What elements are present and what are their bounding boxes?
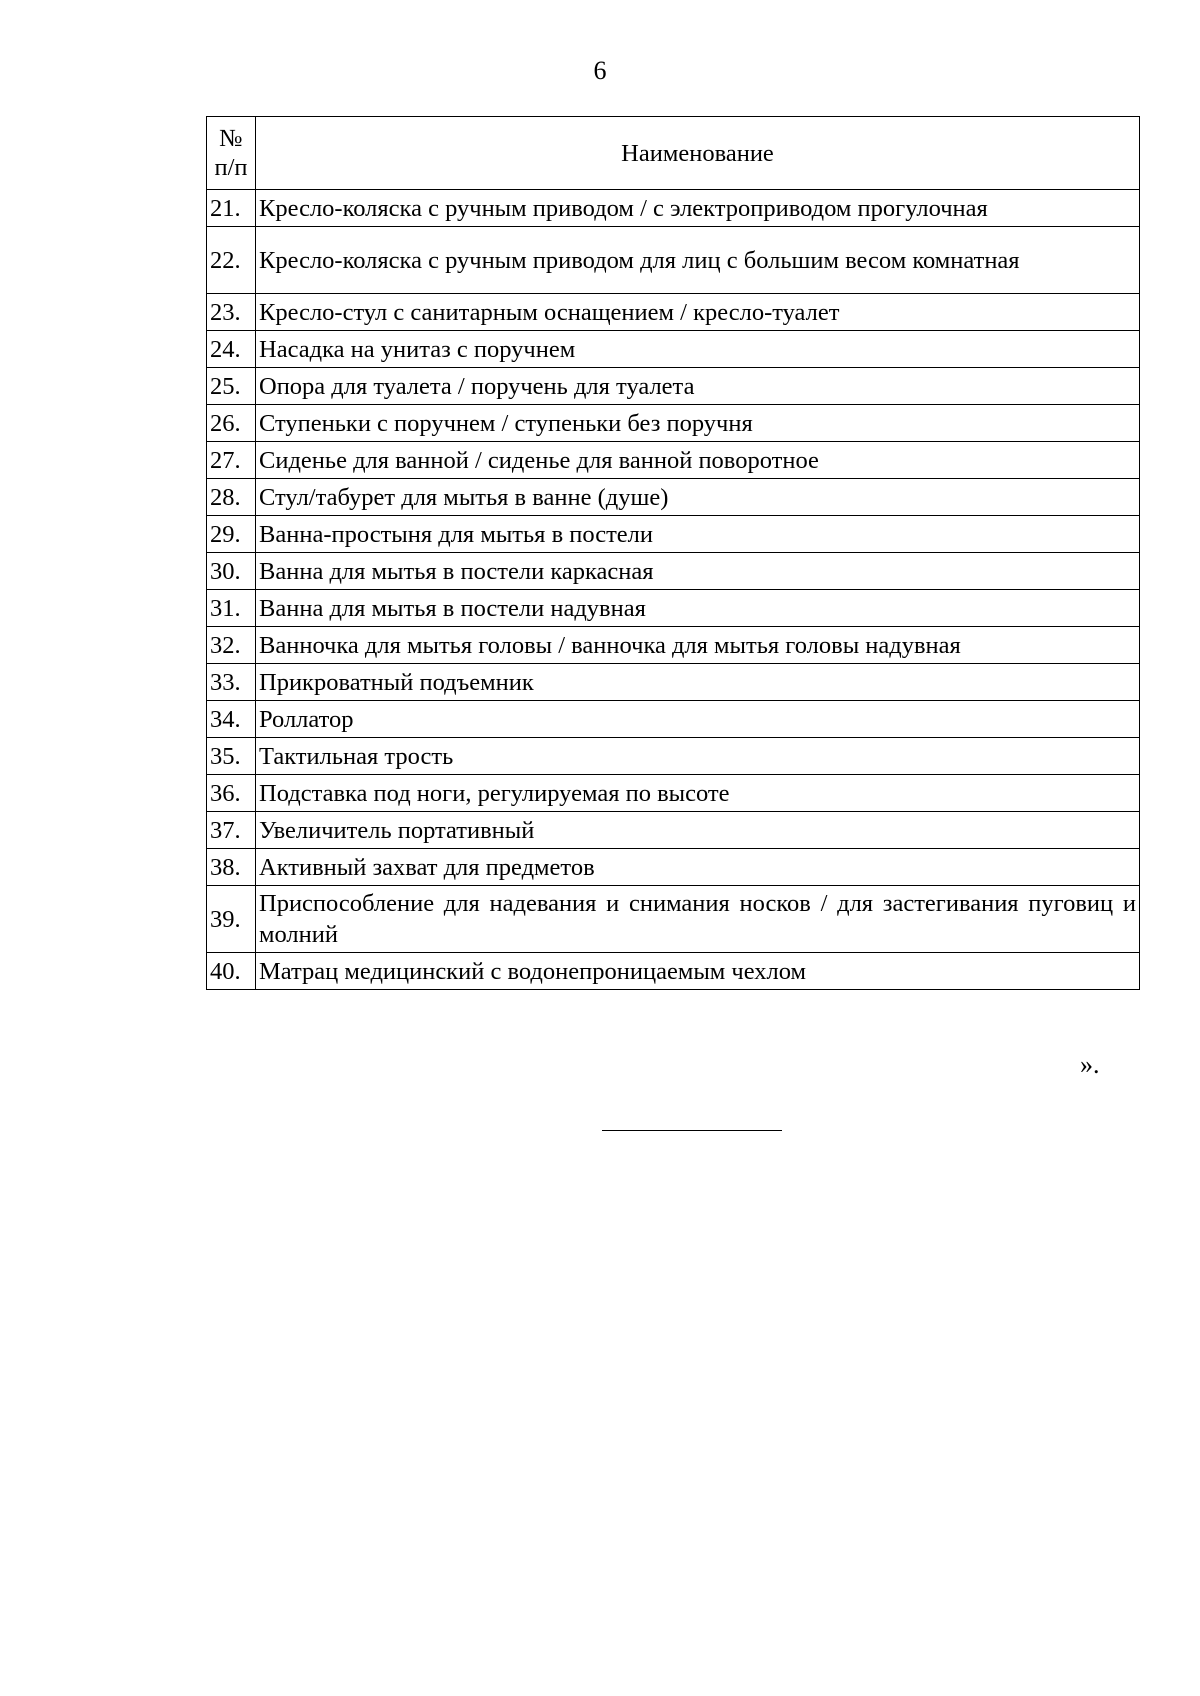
row-number: 30. [207, 553, 256, 590]
row-number: 40. [207, 953, 256, 990]
table-row [207, 516, 1140, 553]
row-number: 31. [207, 590, 256, 627]
table-row [207, 368, 1140, 405]
row-name: Увеличитель портативный [256, 812, 1140, 849]
row-name: Активный захват для предметов [256, 849, 1140, 886]
row-name: Кресло-стул с санитарным оснащением / кресло-туалет [256, 294, 1140, 331]
row-number: 38. [207, 849, 256, 886]
table-row [207, 294, 1140, 331]
header-number-column [207, 117, 256, 190]
row-number: 28. [207, 479, 256, 516]
table-row [207, 664, 1140, 701]
row-number: 29. [207, 516, 256, 553]
row-number: 33. [207, 664, 256, 701]
row-number: 25. [207, 368, 256, 405]
header-number-sign: № [219, 125, 243, 152]
end-of-document-rule [602, 1130, 782, 1131]
page-number: 6 [593, 56, 607, 85]
row-name: Ванна-простыня для мытья в постели [256, 516, 1140, 553]
row-number: 27. [207, 442, 256, 479]
row-number: 22. [207, 227, 256, 294]
row-name: Приспособление для надевания и снимания носков / для застегивания пуговиц и молний [256, 886, 1140, 953]
row-number: 36. [207, 775, 256, 812]
header-number-abbrev: п/п [214, 154, 248, 181]
row-name: Кресло-коляска с ручным приводом / с электроприводом прогулочная [256, 190, 1140, 227]
row-number: 35. [207, 738, 256, 775]
row-name: Кресло-коляска с ручным приводом для лиц с большим весом комнатная [256, 227, 1140, 294]
table-row [207, 331, 1140, 368]
table-row [207, 590, 1140, 627]
closing-quote: ». [1080, 1050, 1100, 1079]
row-number: 23. [207, 294, 256, 331]
row-name: Прикроватный подъемник [256, 664, 1140, 701]
items-table [206, 116, 1140, 990]
row-number: 37. [207, 812, 256, 849]
table-row [207, 405, 1140, 442]
table-row [207, 886, 1140, 953]
table-row [207, 627, 1140, 664]
row-name: Насадка на унитаз с поручнем [256, 331, 1140, 368]
table-row [207, 738, 1140, 775]
table-row [207, 775, 1140, 812]
table-row [207, 479, 1140, 516]
header-name-column: Наименование [256, 117, 1140, 190]
table-row [207, 812, 1140, 849]
row-name: Матрац медицинский с водонепроницаемым чехлом [256, 953, 1140, 990]
table-row [207, 190, 1140, 227]
row-number: 26. [207, 405, 256, 442]
row-number: 21. [207, 190, 256, 227]
row-name: Ванночка для мытья головы / ванночка для мытья головы надувная [256, 627, 1140, 664]
table-header-row [207, 117, 1140, 190]
row-name: Опора для туалета / поручень для туалета [256, 368, 1140, 405]
table-row [207, 442, 1140, 479]
row-number: 39. [207, 886, 256, 953]
row-name: Ванна для мытья в постели каркасная [256, 553, 1140, 590]
table-row [207, 701, 1140, 738]
table-row [207, 227, 1140, 294]
row-name: Стул/табурет для мытья в ванне (душе) [256, 479, 1140, 516]
row-name: Ванна для мытья в постели надувная [256, 590, 1140, 627]
table-row [207, 553, 1140, 590]
table-row [207, 849, 1140, 886]
row-name: Ступеньки с поручнем / ступеньки без поручня [256, 405, 1140, 442]
row-number: 24. [207, 331, 256, 368]
row-number: 32. [207, 627, 256, 664]
table-row [207, 953, 1140, 990]
row-name: Сиденье для ванной / сиденье для ванной поворотное [256, 442, 1140, 479]
row-name: Роллатор [256, 701, 1140, 738]
row-name: Тактильная трость [256, 738, 1140, 775]
row-number: 34. [207, 701, 256, 738]
row-name: Подставка под ноги, регулируемая по высоте [256, 775, 1140, 812]
